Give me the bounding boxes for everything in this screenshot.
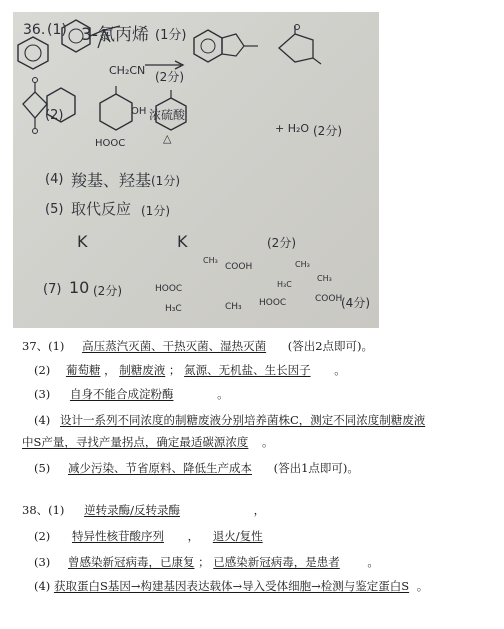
- q36-1b-score: (2分): [155, 70, 184, 84]
- q36-6-score: (2分): [267, 236, 296, 250]
- q36-7-hooc-1: HOOC: [155, 284, 183, 294]
- q38-line-1: [22, 502, 265, 518]
- q38-4-answer: 获取蛋白S基因→构建基因表达载体→导入受体细胞→检测与鉴定蛋白S: [53, 579, 410, 593]
- q38-3-end: 。: [367, 555, 379, 569]
- q37-2-answer-a: 葡萄糖: [65, 363, 101, 377]
- q37-4-end: 。: [262, 435, 274, 449]
- q36-7-ch3-2: CH₃: [317, 274, 332, 283]
- q38-1-end: ，: [253, 503, 266, 517]
- q38-line-2: [34, 528, 293, 544]
- q36-2-condition: △: [163, 132, 172, 145]
- q37-line-2: [34, 362, 346, 378]
- q37-4-num: (4): [34, 413, 51, 427]
- q37-2-answer-c: 氮源、无机盐、生长因子: [184, 363, 311, 377]
- q36-7-cooh-2: COOH: [315, 294, 343, 304]
- q38-2-answer-a: 特异性核苷酸序列: [71, 529, 164, 543]
- q36-7-h3c-1: H₃C: [165, 304, 182, 314]
- q38-line-3: [34, 554, 379, 570]
- q36-5-score: (1分): [141, 204, 170, 218]
- q38-3-answer-b: 已感染新冠病毒，是患者: [213, 555, 340, 569]
- q36-7-num: (7): [43, 282, 62, 297]
- q37-3-end: 。: [217, 387, 229, 401]
- q37-3-answer: 自身不能合成淀粉酶: [69, 387, 174, 401]
- q36-6-k1: K: [77, 232, 88, 251]
- q36-5-answer: 取代反应: [71, 200, 132, 218]
- q38-3-answer-a: 曾感染新冠病毒，已康复: [67, 555, 195, 569]
- q37-5-answer: 减少污染、节省原料、降低生产成本: [67, 461, 252, 475]
- q38-2-sep: ，: [187, 529, 200, 543]
- q37-line-3: [34, 386, 229, 402]
- q36-7-ch3-1: CH₃: [225, 302, 242, 312]
- q36-4-score: (1分): [151, 174, 180, 188]
- q38-3-num: (3): [34, 555, 51, 569]
- q36-7-score: (2分): [93, 284, 122, 298]
- q36-2-hooc: HOOC: [95, 138, 126, 149]
- q36-7-score-2: (4分): [341, 296, 370, 310]
- q37-2-end: 。: [334, 363, 346, 377]
- q38-1-num: 38、(1): [22, 503, 65, 517]
- handwritten-answer-photo: [13, 12, 379, 328]
- benzene-ring-sketch: [13, 34, 53, 70]
- q37-2-num: (2): [34, 363, 51, 377]
- q36-7-hooc-2: HOOC: [259, 298, 287, 308]
- q36-4-num: (4): [45, 172, 64, 187]
- q38-4-num: (4): [34, 579, 51, 593]
- q37-1-note: (答出2点即可)。: [287, 339, 374, 353]
- q37-3-num: (3): [34, 387, 51, 401]
- q37-line-1: [22, 338, 373, 354]
- q36-7-ch3-top-2: CH₃: [295, 260, 310, 269]
- q37-5-num: (5): [34, 461, 51, 475]
- q38-1-answer: 逆转录酶/反转录酶: [84, 503, 180, 517]
- q36-2-byproduct: + H₂O: [275, 122, 310, 135]
- k-salt-structure-1: [271, 24, 331, 70]
- q38-4-end: 。: [416, 579, 429, 593]
- q36-2-score: (2分): [313, 124, 342, 138]
- q36-1-score: (1分): [155, 28, 187, 43]
- product-structure-sketch: [192, 22, 266, 70]
- q38-line-4: [34, 578, 428, 594]
- q37-line-5: [34, 460, 359, 476]
- q36-1-answer: 3-氯丙烯: [81, 25, 149, 45]
- q37-line-4a: [34, 412, 425, 428]
- q36-7-ch3-top-1: CH₃: [203, 256, 218, 265]
- q36-2-reagent: 浓硫酸: [149, 108, 186, 122]
- q37-2-answer-b: 制糖废液: [119, 363, 166, 377]
- q36-4-answer: 羧基、羟基: [71, 171, 152, 190]
- q37-1-answer: 高压蒸汽灭菌、干热灭菌、湿热灭菌: [82, 339, 267, 353]
- q36-2-num: (2): [45, 108, 64, 123]
- q37-1-num: 37、(1): [22, 339, 65, 353]
- q36-1b-substituent: CH₂CN: [109, 64, 146, 77]
- q37-4-answer-b: 中S产量，寻找产量拐点，确定最适碳源浓度: [22, 435, 249, 449]
- q36-5-num: (5): [45, 202, 64, 217]
- q37-2-sep-2: ；: [168, 363, 181, 377]
- q36-number: 36.: [23, 22, 46, 38]
- q36-7-h3c-2: H₃C: [277, 280, 292, 289]
- q38-3-sep: ；: [198, 555, 210, 569]
- q36-7-answer: 10: [69, 278, 90, 297]
- q37-line-4b: [22, 434, 274, 450]
- q37-5-note: (答出1点即可)。: [273, 461, 359, 475]
- q38-2-num: (2): [34, 529, 51, 543]
- q37-4-answer-a: 设计一系列不同浓度的制糖废液分别培养菌株C，测定不同浓度制糖废液: [59, 413, 426, 427]
- q36-1-num: (1): [47, 22, 67, 38]
- q36-6-k2: K: [177, 232, 188, 251]
- q36-7-cooh-1: COOH: [225, 262, 253, 272]
- q36-2-oh: OH: [131, 106, 147, 117]
- k-salt-structure-2: [13, 74, 85, 138]
- q38-2-answer-b: 退火/复性: [212, 529, 263, 543]
- q37-2-sep-1: ，: [104, 363, 116, 377]
